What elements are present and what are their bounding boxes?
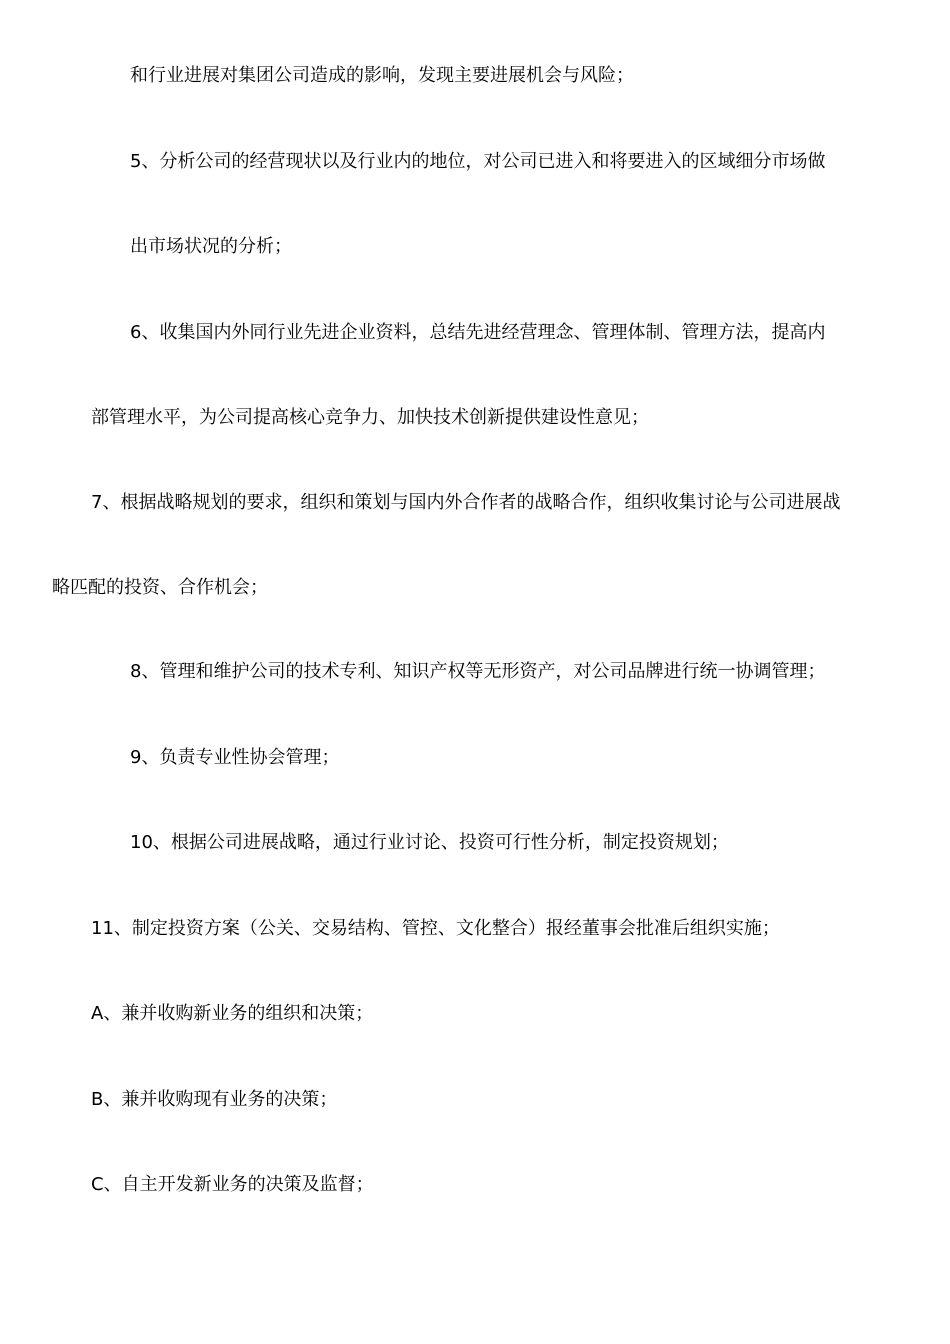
list-item-10: 10、根据公司进展战略，通过行业讨论、投资可行性分析，制定投资规划； [130,832,729,853]
paragraph-line: 出市场状况的分析； [130,236,292,257]
list-item-8: 8、管理和维护公司的技术专利、知识产权等无形资产，对公司品牌进行统一协调管理； [130,661,826,682]
paragraph-line: 略匹配的投资、合作机会； [52,577,268,598]
list-item-5: 5、分析公司的经营现状以及行业内的地位，对公司已进入和将要进入的区域细分市场做 [130,151,826,172]
list-item-6: 6、收集国内外同行业先进企业资料，总结先进经营理念、管理体制、管理方法，提高内 [130,322,826,343]
sub-item-a: A、兼并收购新业务的组织和决策； [91,1003,374,1024]
list-item-9: 9、负责专业性协会管理； [130,747,340,768]
sub-item-c: C、自主开发新业务的决策及监督； [91,1174,374,1195]
sub-item-b: B、兼并收购现有业务的决策； [91,1089,338,1110]
paragraph-line: 部管理水平，为公司提高核心竞争力、加快技术创新提供建设性意见； [91,407,649,428]
list-item-11: 11、制定投资方案（公关、交易结构、管控、文化整合）报经董事会批准后组织实施； [91,918,780,939]
list-item-7: 7、根据战略规划的要求，组织和策划与国内外合作者的战略合作，组织收集讨论与公司进展战 [91,492,841,513]
paragraph-line: 和行业进展对集团公司造成的影响，发现主要进展机会与风险； [130,65,634,86]
